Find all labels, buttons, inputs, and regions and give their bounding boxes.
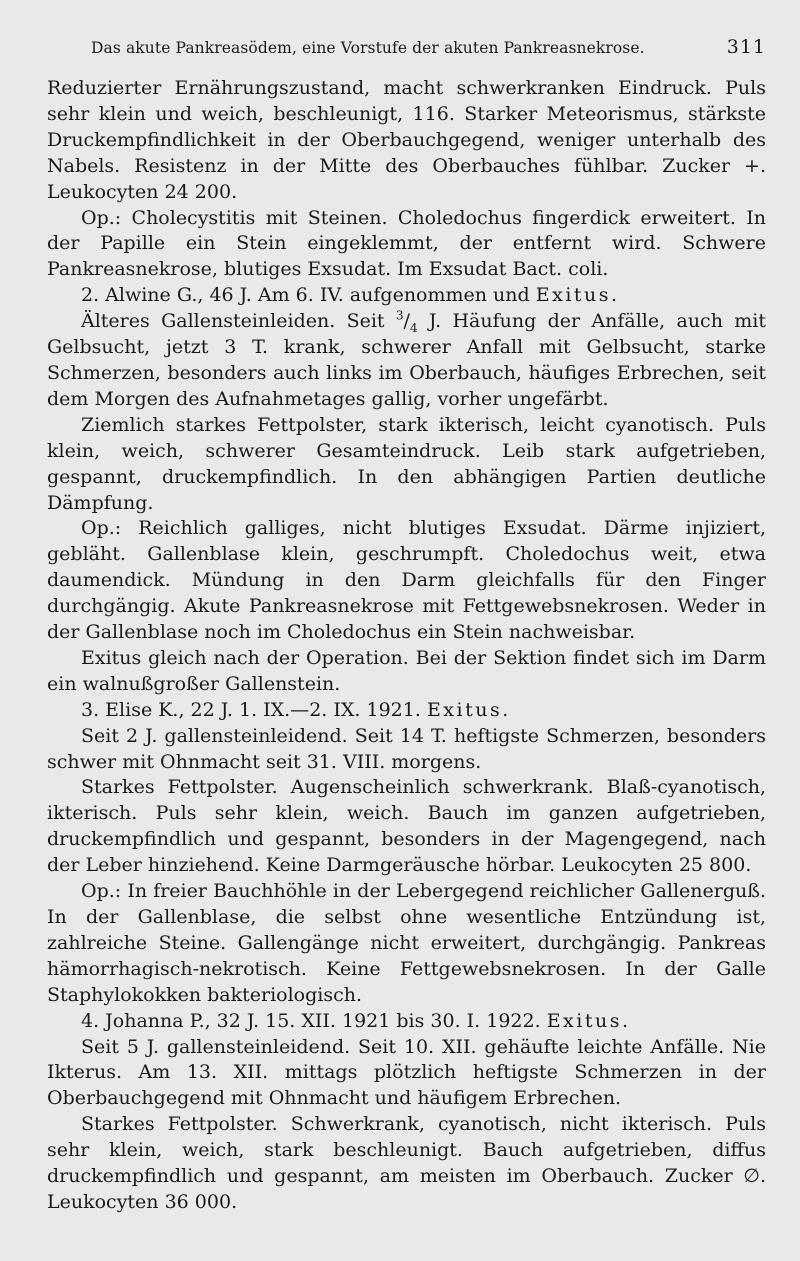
paragraph-2: Op.: Cholecystitis mit Steinen. Choledochus fingerdick erweitert. In der Papille ein Stein eingeklemmt, der entfernt wird. Schwere Pankreasnekrose, blutiges Exsudat. Im Exsudat Bact. coli. [47, 206, 766, 281]
case-3-heading: 3. Elise K., 22 J. 1. IX.—2. IX. 1921. Exitus. [81, 698, 511, 721]
body-text [47, 76, 766, 1216]
case-2-heading: 2. Alwine G., 46 J. Am 6. IV. aufgenommen und Exitus. [81, 284, 620, 307]
paragraph-1: Reduzierter Ernährungszustand, macht schwerkranken Eindruck. Puls sehr klein und weich, beschleunigt, 116. Starker Meteorismus, stärkste Druckempfindlichkeit in der Oberbauchgegend, weniger unterhalb des Nabels. Resistenz in der Mitte des Oberbauches fühlbar. Zucker +. Leukocyten 24 200. [47, 77, 766, 203]
running-header [91, 36, 766, 58]
paragraph-11: Op.: In freier Bauchhöhle in der Lebergegend reichlicher Gallenerguß. In der Gallenblase, die selbst ohne wesentliche Entzündung ist, zahlreiche Steine. Gallengänge nicht erweitert, durchgängig. Pankreas hämorrhagisch-nekrotisch. Keine Fettgewebsnekrosen. In der Galle Staphylokokken bakteriologisch. [47, 880, 766, 1006]
paragraph-7: Exitus gleich nach der Operation. Bei der Sektion findet sich im Darm ein walnußgroßer Gallenstein. [47, 646, 766, 695]
exitus-label: Exitus. [535, 284, 620, 307]
paragraph-4: Älteres Gallensteinleiden. Seit $^3/_4$ J. Häufung der Anfälle, auch mit Gelbsucht, jetzt 3 T. krank, schwerer Anfall mit Gelbsucht, starke Schmerzen, besonders auch links im Oberbauch, häufiges Erbrechen, seit dem Morgen des Aufnahmetages gallig, vorher ungefärbt. [47, 308, 767, 410]
paragraph-10: Starkes Fettpolster. Augenscheinlich schwerkrank. Blaß-cyanotisch, ikterisch. Puls sehr klein, weich. Bauch im ganzen aufgetrieben, druckempfindlich und gespannt, besonders in der Magengegend, nach der Leber hinziehend. Keine Darmgeräusche hörbar. Leukocyten 25 800. [47, 776, 766, 877]
paragraph-9: Seit 2 J. gallensteinleidend. Seit 14 T. heftigste Schmerzen, besonders schwer mit Ohnmacht seit 31. VIII. morgens. [47, 724, 766, 773]
exitus-label: Exitus. [426, 698, 511, 721]
fraction-numerator: 3 [395, 308, 404, 323]
running-title: Das akute Pankreasödem, eine Vorstufe der akuten Pankreasnekrose. [91, 39, 645, 57]
exitus-label: Exitus. [546, 1009, 631, 1032]
paragraph-13: Seit 5 J. gallensteinleidend. Seit 10. XII. gehäufte leichte Anfälle. Nie Ikterus. Am 13. XII. mittags plötzlich heftigste Schmerzen in der Oberbauchgegend mit Ohnmacht und häufigem Erbrechen. [47, 1035, 766, 1110]
paragraph-14: Starkes Fettpolster. Schwerkrank, cyanotisch, nicht ikterisch. Puls sehr klein, weich, stark beschleunigt. Bauch aufgetrieben, diffus druckempfindlich und gespannt, am meisten im Oberbauch. Zucker ∅. Leukocyten 36 000. [47, 1113, 766, 1213]
paragraph-5: Ziemlich starkes Fettpolster, stark ikterisch, leicht cyanotisch. Puls klein, weich, schwerer Gesamteindruck. Leib stark aufgetrieben, gespannt, druckempfindlich. In den abhängigen Partien deutliche Dämpfung. [47, 413, 766, 514]
case-4-heading: 4. Johanna P., 32 J. 15. XII. 1921 bis 30. I. 1922. Exitus. [81, 1009, 631, 1032]
fraction-denominator: 4 [409, 320, 418, 335]
paragraph-6: Op.: Reichlich galliges, nicht blutiges Exsudat. Därme injiziert, gebläht. Gallenblase klein, geschrumpft. Choledochus weit, etwa daumendick. Mündung in den Darm gleichfalls für den Finger durchgängig. Akute Pankreasnekrose mit Fettgewebsnekrosen. Weder in der Gallenblase noch im Choledochus ein Stein nachweisbar. [47, 517, 766, 644]
page-number: 311 [726, 36, 766, 58]
